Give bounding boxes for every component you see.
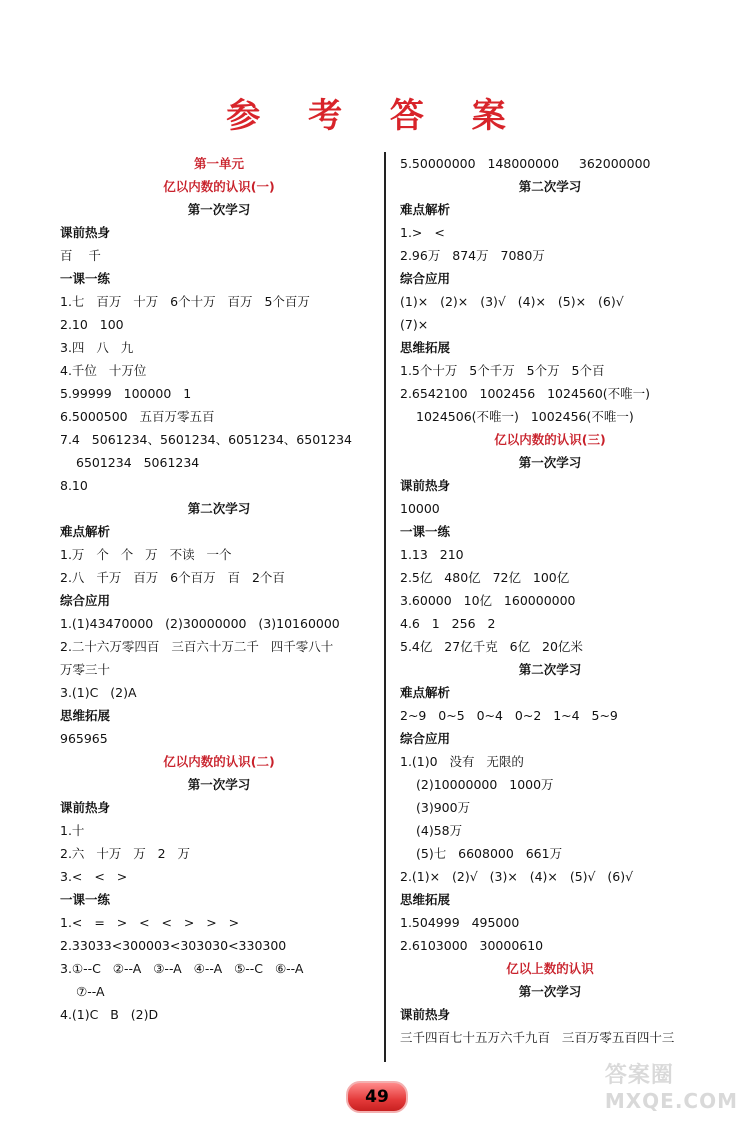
right-column bbox=[400, 152, 700, 1049]
answer-line: 8.10 bbox=[60, 478, 88, 493]
subsection-heading: 难点解析 bbox=[400, 685, 451, 700]
lesson-heading: 第二次学习 bbox=[187, 501, 251, 516]
answer-line: 1.5个十万 5个千万 5个万 5个百 bbox=[400, 363, 605, 378]
answer-line: 4.(1)C B (2)D bbox=[60, 1007, 159, 1022]
lesson-heading: 第一次学习 bbox=[518, 455, 582, 470]
lesson-heading: 第二次学习 bbox=[518, 179, 582, 194]
answer-line: 1.七 百万 十万 6个十万 百万 5个百万 bbox=[60, 294, 310, 309]
subsection-heading: 难点解析 bbox=[400, 202, 451, 217]
watermark bbox=[605, 1058, 738, 1113]
column-divider bbox=[384, 152, 386, 1062]
answer-line: 3.①--C ②--A ③--A ④--A ⑤--C ⑥--A bbox=[60, 961, 304, 976]
subsection-heading: 难点解析 bbox=[60, 524, 111, 539]
section-heading: 亿以上数的认识 bbox=[506, 961, 594, 976]
answer-line: 10000 bbox=[400, 501, 440, 516]
answer-line: 1.万 个 个 万 不读 一个 bbox=[60, 547, 232, 562]
subsection-heading: 综合应用 bbox=[60, 593, 111, 608]
answer-line: 5.4亿 27亿千克 6亿 20亿米 bbox=[400, 639, 583, 654]
answer-line: 1.(1)43470000 (2)30000000 (3)10160000 bbox=[60, 616, 340, 631]
answer-line: 1.(1)0 没有 无限的 bbox=[400, 754, 524, 769]
section-heading: 亿以内数的认识(三) bbox=[494, 432, 606, 447]
answer-line: 1.十 bbox=[60, 823, 85, 838]
answer-line: 万零三十 bbox=[60, 662, 111, 677]
answer-line: 2.(1)× (2)√ (3)× (4)× (5)√ (6)√ bbox=[400, 869, 634, 884]
subsection-heading: 一课一练 bbox=[60, 892, 111, 907]
subsection-heading: 课前热身 bbox=[60, 800, 111, 815]
answer-line: (5)七 6608000 661万 bbox=[416, 846, 563, 861]
answer-line: 2.八 千万 百万 6个百万 百 2个百 bbox=[60, 570, 285, 585]
answer-line: 2~9 0~5 0~4 0~2 1~4 5~9 bbox=[400, 708, 618, 723]
answer-line: 2.6103000 30000610 bbox=[400, 938, 544, 953]
answer-line: 2.33033<300003<303030<330300 bbox=[60, 938, 287, 953]
answer-line: ⑦--A bbox=[76, 984, 105, 999]
lesson-heading: 第二次学习 bbox=[518, 662, 582, 677]
subsection-heading: 思维拓展 bbox=[400, 892, 451, 907]
lesson-heading: 第一次学习 bbox=[187, 777, 251, 792]
watermark-line1: 答案圈 bbox=[604, 1063, 674, 1088]
page-number-badge: 49 bbox=[346, 1081, 408, 1113]
subsection-heading: 一课一练 bbox=[400, 524, 451, 539]
answer-line: 5.99999 100000 1 bbox=[60, 386, 192, 401]
subsection-heading: 思维拓展 bbox=[60, 708, 111, 723]
section-heading: 亿以内数的认识(一) bbox=[163, 179, 275, 194]
subsection-heading: 课前热身 bbox=[400, 478, 451, 493]
section-heading: 第一单元 bbox=[193, 156, 244, 171]
answer-line: 百 千 bbox=[60, 248, 101, 263]
answer-line: 4.6 1 256 2 bbox=[400, 616, 496, 631]
answer-line: 2.6542100 1002456 1024560(不唯一) bbox=[400, 386, 651, 401]
answer-line: 3.(1)C (2)A bbox=[60, 685, 137, 700]
answer-line: 965965 bbox=[60, 731, 108, 746]
subsection-heading: 思维拓展 bbox=[400, 340, 451, 355]
answer-line: 1.13 210 bbox=[400, 547, 464, 562]
answer-line: 2.二十六万零四百 三百六十万二千 四千零八十 bbox=[60, 639, 334, 654]
answer-line: 6.5000500 五百万零五百 bbox=[60, 409, 215, 424]
answer-line: 1024506(不唯一) 1002456(不唯一) bbox=[416, 409, 634, 424]
answer-line: 4.千位 十万位 bbox=[60, 363, 147, 378]
answer-line: 2.六 十万 万 2 万 bbox=[60, 846, 191, 861]
answer-line: (2)10000000 1000万 bbox=[416, 777, 554, 792]
left-column bbox=[60, 152, 378, 1026]
answer-line: 2.5亿 480亿 72亿 100亿 bbox=[400, 570, 570, 585]
answer-line: 6501234 5061234 bbox=[76, 455, 200, 470]
subsection-heading: 课前热身 bbox=[400, 1007, 451, 1022]
answer-line: 2.10 100 bbox=[60, 317, 124, 332]
answer-line: 1.> < bbox=[400, 225, 445, 240]
answer-line: 7.4 5061234、5601234、6051234、6501234 bbox=[60, 432, 352, 447]
lesson-heading: 第一次学习 bbox=[187, 202, 251, 217]
answer-line: 3.四 八 九 bbox=[60, 340, 134, 355]
answer-line: (4)58万 bbox=[416, 823, 463, 838]
answer-line: (7)× bbox=[400, 317, 429, 332]
subsection-heading: 一课一练 bbox=[60, 271, 111, 286]
subsection-heading: 综合应用 bbox=[400, 731, 451, 746]
answer-line: 3.60000 10亿 160000000 bbox=[400, 593, 576, 608]
answer-line: 5.50000000 148000000 362000000 bbox=[400, 156, 651, 171]
subsection-heading: 综合应用 bbox=[400, 271, 451, 286]
answer-line: 三千四百七十五万六千九百 三百万零五百四十三 bbox=[400, 1030, 675, 1045]
answer-line: 1.504999 495000 bbox=[400, 915, 520, 930]
answer-line: (1)× (2)× (3)√ (4)× (5)× (6)√ bbox=[400, 294, 624, 309]
page-title: 参 考 答 案 bbox=[226, 96, 524, 136]
answer-line: (3)900万 bbox=[416, 800, 471, 815]
answer-line: 3.< < > bbox=[60, 869, 128, 884]
watermark-line2: MXQE.COM bbox=[604, 1089, 738, 1113]
section-heading: 亿以内数的认识(二) bbox=[163, 754, 275, 769]
answer-line: 2.96万 874万 7080万 bbox=[400, 248, 545, 263]
subsection-heading: 课前热身 bbox=[60, 225, 111, 240]
answer-line: 1.< = > < < > > > bbox=[60, 915, 240, 930]
lesson-heading: 第一次学习 bbox=[518, 984, 582, 999]
